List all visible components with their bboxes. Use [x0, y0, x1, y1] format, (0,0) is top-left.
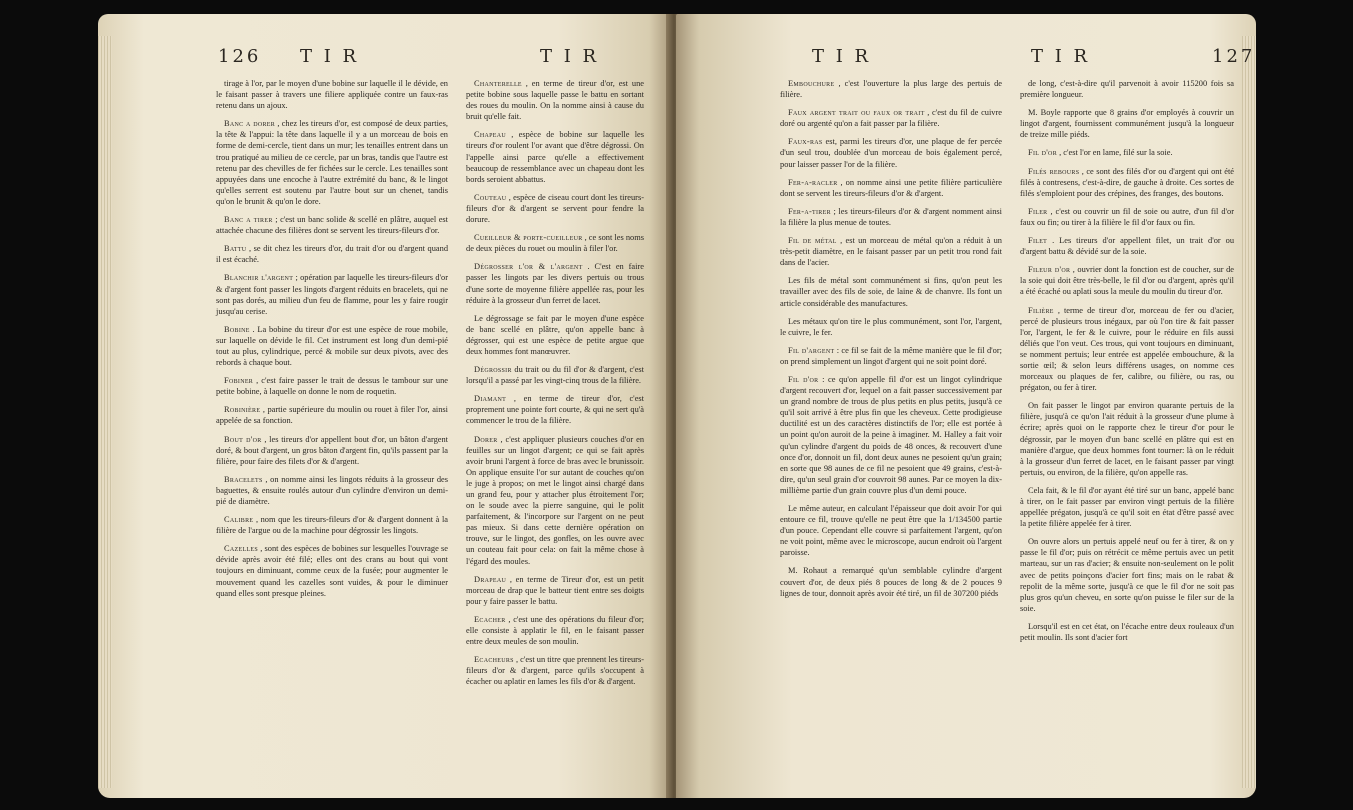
entry-headword: Fil d'or — [788, 374, 819, 384]
entry-headword: Faux-ras — [788, 137, 823, 147]
entry-text: Les métaux qu'on tire le plus communément, sont l'or, l'argent, le cuivre, le fer. — [780, 316, 1002, 337]
entry — [780, 107, 1002, 129]
entry — [466, 393, 644, 426]
entry-headword: Bracelets — [224, 474, 263, 484]
entry-headword: Chanterelle — [474, 79, 522, 88]
left-running-head-center: T I R — [300, 46, 360, 67]
entry — [780, 235, 1002, 268]
entry — [1020, 147, 1234, 158]
entry-headword: Bout d'or — [224, 434, 262, 444]
entry — [780, 503, 1002, 558]
entry — [216, 434, 448, 467]
entry — [466, 364, 644, 386]
entry-headword: Dorer — [474, 434, 498, 444]
entry-text: , chez les tireurs d'or, est composé de deux parties, la tête & l'appui: la tête dans laquelle il y a un morceau de bois en forme de demi-cercle, tient dans un mur; les tenailles entrent dans un trou pratiqué au milieu de ce cercle, par un bras, tandis que l'autre est retenu par des chevilles de fer fichées sur le cercle. Les tenailles sont appuyées dans une encoche à l'autre extrémité du banc, & le lingot qu'elles serrent est soutenu par l'autre bout sur un chenet, tandis qu'on le brunit & qu'on le dore. — [216, 119, 448, 206]
entry-text: , c'est l'ouverture la plus large des pertuis de filière. — [780, 79, 1002, 100]
right-running-head-center: T I R — [1031, 46, 1091, 67]
entry-text: , en terme de tireur d'or, c'est proprement une pointe fort courte, & qui ne sert qu'à commencer le trou de la filière. — [466, 394, 644, 426]
entry — [466, 78, 644, 122]
left-page-number: 126 — [218, 46, 262, 67]
entry-text: , c'est ou couvrir un fil de soie ou autre, d'un fil d'or faux ou fin; ou tirer à la filière le fil d'or faux ou fin. — [1020, 206, 1234, 227]
entry-headword: Cueilleur & porte-cueilleur — [474, 233, 583, 243]
entry-headword: Robinière — [224, 405, 261, 415]
entry — [466, 614, 644, 647]
entry — [466, 654, 644, 687]
entry — [466, 261, 644, 305]
entry-headword: Filière — [1028, 305, 1054, 315]
entry-text: , ce sont des filés d'or ou d'argent qui ont été filés à contresens, c'est-à-dire, de gauche à droite. Ces sortes de filés s'emploient pour des crépines, des franges, des boutons. — [1020, 166, 1234, 198]
left-column-1 — [216, 78, 448, 606]
entry-headword: Blanchir l'argent — [224, 273, 294, 283]
right-column-1 — [780, 78, 1002, 606]
left-column-2 — [466, 78, 644, 695]
entry-text: ; les tireurs-fileurs d'or & d'argent nomment ainsi la filière la plus menue de toutes. — [780, 206, 1003, 227]
entry-text: . La bobine du tireur d'or est une espèce de roue mobile, sur laquelle on dévide le fil. Cet instrument est long d'un demi-pié tout au plus, cylindrique, percé & mobile sur deux pivots, avec des rebords à chaque bout. — [216, 324, 448, 368]
left-page-edges — [98, 36, 112, 788]
entry — [1020, 235, 1234, 257]
entry-text: , espèce de ciseau court dont les tireurs-fileurs d'or & d'argent se servent pour fendre la dorure. — [466, 192, 645, 225]
left-running-head-right: T I R — [540, 46, 600, 67]
entry — [466, 313, 644, 357]
entry-text: , espèce de bobine sur laquelle les tireurs d'or roulent l'or avant que d'être dégrossi. On l'appelle ainsi parce qu'elle a effectivement beaucoup de ressemblance avec un chapeau dont les bords seroient abbattus. — [466, 130, 645, 184]
entry — [1020, 166, 1234, 199]
entry-text: Le dégrossage se fait par le moyen d'une espèce de banc scellé en plâtre, qu'on appelle banc à dégrosser, qui est une espèce de petite argue que deux hommes font manœuvrer. — [466, 313, 644, 356]
entry — [466, 192, 644, 225]
entry — [216, 324, 448, 368]
entry-text: , sont des espèces de bobines sur lesquelles l'ouvrage se dévide après avoir été filé; elles ont des crans au bout qui vont toujours en diminuant, comme ceux de la fusée; pour augmenter le mouvement quand les cazelles sont vuides, & pour le diminuer quand elles sont presque pleines. — [216, 544, 449, 598]
entry-text: , ce sont les noms de deux pièces du rouet ou moulin à filer l'or. — [466, 233, 644, 254]
entry-text: , c'est un titre que prennent les tireurs-fileurs d'or & d'argent, parce qu'ils s'occupent à écacher ou aplatir en lames les fils d'or & d'argent. — [466, 655, 644, 687]
entry-text: Les fils de métal sont communément si fins, qu'on peut les travailler avec des fils de soie, de laine & de chanvre. Ils font un article considérable des manufactures. — [780, 276, 1002, 308]
entry — [466, 434, 644, 567]
entry-headword: Dégrosser l'or & l'argent — [474, 262, 583, 272]
entry-headword: Filés rebours — [1028, 166, 1080, 176]
entry — [216, 214, 448, 236]
entry — [216, 243, 448, 265]
entry-text: Le même auteur, en calculant l'épaisseur que doit avoir l'or qui entoure ce fil, trouve qu'elle ne peut être que la 1/134500 partie d'un pouce. Cependant elle couvre si parfaitement l'argent, qu'on ne voit point, même avec le microscope, aucun endroit où l'argent paroisse. — [780, 504, 1002, 558]
entry-text: On fait passer le lingot par environ quarante pertuis de la filière, jusqu'à ce qu'on l'ait réduit à la grosseur d'une plume à écrire; après quoi on le rapporte chez le tireur d'or pour le dégrossir, par le moyen d'un banc scellé en plâtre qui est en manière d'argue, que deux hommes font tourner: là on le réduit à la grosseur d'un ferret de lacet, en le faisant passer par vingt pertuis, ou environ, de la filière, qu'on appelle ras. — [1020, 401, 1234, 477]
entry — [780, 316, 1002, 338]
entry-headword: Cazelles — [224, 544, 258, 554]
entry-text: ; c'est un banc solide & scellé en plâtre, auquel est attachée chacune des filières dont se servent les tireurs-fileurs d'or. — [216, 215, 448, 236]
entry — [466, 129, 644, 184]
entry-text: M. Rohaut a remarqué qu'un semblable cylindre d'argent couvert d'or, de deux piés 8 pouces de long & de 2 pouces 9 lignes de tour, donnoit après avoir été tiré, un fil de 307200 piéds — [780, 566, 1002, 598]
entry-headword: Filet — [1028, 236, 1048, 246]
left-page — [98, 14, 672, 798]
entry — [216, 118, 448, 207]
entry — [1020, 621, 1234, 643]
entry-headword: Faux argent trait ou faux or trait — [788, 108, 925, 118]
entry — [1020, 536, 1234, 614]
entry — [216, 272, 448, 316]
entry-headword: Fileur d'or — [1028, 265, 1071, 275]
entry-headword: Fobiner — [224, 376, 254, 386]
entry-text: , c'est une des opérations du fileur d'or; elle consiste à applatir le fil, en le faisant passer entre deux meules de son moulin. — [466, 614, 645, 647]
entry-headword: Fil d'or — [1028, 148, 1057, 158]
entry-headword: Couteau — [474, 192, 507, 202]
entry — [780, 275, 1002, 308]
entry-headword: Filer — [1028, 206, 1048, 216]
entry — [216, 78, 448, 111]
entry-text: , terme de tireur d'or, morceau de fer ou d'acier, percé de plusieurs trous inégaux, par où l'on tire & fait passer l'or, l'argent, le fer & le cuivre, pour le réduire en fils aussi déliés que l'on veut. Ces trous, qui vont toujours en diminuant, se nomment pertuis; leur entrée est appelée embouchure, & la sortie œil; & selon leurs différens usages, on nomme ces morceaux ou plaques de fer, calibre, ou filière, ou ras, ou prégaton, ou fer à tirer. — [1020, 305, 1234, 393]
entry-text: , est un morceau de métal qu'on a réduit à un très-petit diamètre, en le faisant passer par un petit trou rond fait dans de l'acier. — [780, 236, 1002, 268]
entry-text: de long, c'est-à-dire qu'il parvenoit à avoir 115200 fois sa première longueur. — [1020, 79, 1234, 100]
entry-text: , ouvrier dont la fonction est de coucher, sur de la soie qui doit être très-belle, le fil d'or ou d'argent, après qu'il a été écaché ou aplati sous la meule du moulin du tireur d'or. — [1020, 265, 1234, 297]
entry — [216, 474, 448, 507]
entry-text: , on nomme ainsi une petite filière particulière dont se servent les tireurs-fileurs d'or & d'argent. — [780, 177, 1002, 198]
entry-text: , c'est faire passer le trait de dessus le tambour sur une petite bobine, à laquelle on donne le nom de roquetin. — [216, 376, 449, 397]
entry-headword: Fer-a-racler — [788, 177, 838, 187]
entry-text: , c'est l'or en lame, filé sur la soie. — [1059, 148, 1173, 158]
right-running-head-left: T I R — [812, 46, 872, 67]
entry — [216, 404, 448, 426]
entry — [780, 206, 1002, 228]
entry-text: . C'est en faire passer les lingots par les divers pertuis ou trous d'une sorte de moyenne filière appellée ras, pour les réduire à la grosseur d'un ferret de lacet. — [466, 262, 644, 305]
entry-text: ; opération par laquelle les tireurs-fileurs d'or & d'argent font passer les lingots d'argent réduits en bracelets, qui ne sont pas dorés, au milieu d'un feu de flamme, pour les y faire rougir jusqu'au cerise. — [216, 273, 449, 316]
entry — [780, 136, 1002, 169]
entry-headword: Drapeau — [474, 574, 507, 584]
entry — [216, 375, 448, 397]
entry-headword: Banc a tirer — [224, 215, 273, 225]
entry-text: : ce fil se fait de la même manière que le fil d'or; on prend simplement un lingot d'argent qui ne soit point doré. — [780, 345, 1002, 366]
entry-headword: Dégrossir — [474, 365, 512, 375]
entry — [1020, 264, 1234, 297]
entry — [780, 177, 1002, 199]
entry-text: , c'est du fil de cuivre doré ou argenté qu'on a fait passer par la filière. — [780, 108, 1003, 129]
entry-text: , se dit chez les tireurs d'or, du trait d'or ou d'argent quand il est écaché. — [216, 244, 449, 265]
entry — [1020, 107, 1234, 140]
entry — [466, 232, 644, 254]
entry-text: tirage à l'or, par le moyen d'une bobine sur laquelle il le dévide, en le faisant passer à travers une filiere appliquée contre un faux-ras retenu dans un ajoux. — [216, 79, 448, 111]
entry — [780, 565, 1002, 598]
entry-headword: Battu — [224, 244, 247, 254]
entry-text: , les tireurs d'or appellent bout d'or, un bâton d'argent doré, & bout d'argent, un gros bâton d'argent fin, qu'ils passent par la filière, pour faire des filets d'or & d'argent. — [216, 434, 449, 466]
entry — [216, 543, 448, 598]
entry-headword: Fil de métal — [788, 236, 837, 246]
right-page-number: 127 — [1212, 46, 1256, 67]
entry-headword: Fil d'argent — [788, 345, 835, 355]
open-book — [98, 14, 1256, 804]
entry — [216, 514, 448, 536]
entry-text: du trait ou du fil d'or & d'argent, c'est lorsqu'il a passé par les vingt-cinq trous de la filière. — [466, 365, 644, 386]
entry-text: : ce qu'on appelle fil d'or est un lingot cylindrique d'argent recouvert d'or, lequel on a fait passer successivement par un grand nombre de trous de plus petits en plus petits, jusqu'à ce qu'il soit arrivé à être plus fin que les cheveux. Cette prodigieuse ductilité est un des caractères distinctifs de l'or; elle est portée à un point qu'on auroit de la peine à imaginer. M. Halley a fait voir qu'un cylindre d'argent du poids de 48 onces, & recouvert d'une once d'or, donnoit un fil, dont deux aunes ne pesoient qu'un grain; en sorte que 98 aunes de ce fil ne pesoient que 49 grains, c'est-à-dire, qu'un seul grain d'or couvroit 98 aunes. Par ce moyen la dix-millième partie d'un grain couvre plus d'un demi pouce. — [780, 374, 1002, 495]
entry-text: , on nomme ainsi les lingots réduits à la grosseur des baguettes, & ensuite roulés autour d'un cylindre d'environ un demi-pié de diamètre. — [216, 474, 449, 506]
entry-headword: Embouchure — [788, 79, 835, 88]
entry-text: est, parmi les tireurs d'or, une plaque de fer percée d'un seul trou, doublée d'un morceau de bois également percé, pour laisser passer l'or de la filière. — [780, 137, 1002, 169]
entry-headword: Chapeau — [474, 130, 507, 140]
entry — [1020, 305, 1234, 394]
entry-headword: Ecacheurs — [474, 655, 514, 665]
entry-headword: Bobine — [224, 324, 250, 334]
entry — [780, 78, 1002, 100]
entry — [1020, 485, 1234, 529]
entry-text: Lorsqu'il est en cet état, on l'écache entre deux rouleaux d'un petit moulin. Ils sont d'acier fort — [1020, 621, 1234, 643]
entry — [1020, 400, 1234, 478]
entry — [466, 574, 644, 607]
entry-text: On ouvre alors un pertuis appelé neuf ou fer à tirer, & on y passe le fil d'or; puis on rétrécit ce même pertuis avec un petit marteau, sur un ras d'acier; & ensuite non-seulement on le polit avec de petits poinçons d'acier fort fins; mais on le rabat & repolit de la même sorte, jusqu'à ce que le fil d'or ne soit pas plus gros qu'un cheveu, en sorte qu'on puisse le filer sur de la soie. — [1020, 537, 1234, 613]
entry — [780, 374, 1002, 496]
entry-text: , nom que les tireurs-fileurs d'or & d'argent donnent à la filière de l'argue ou de la machine pour dégrossir les lingots. — [216, 515, 449, 536]
right-page-edges — [1242, 36, 1256, 788]
entry-text: , partie supérieure du moulin ou rouet à filer l'or, ainsi appelée de sa fonction. — [216, 405, 449, 426]
entry-headword: Banc a dorer — [224, 119, 276, 129]
entry-text: , en terme de tireur d'or, est une petite bobine sous laquelle passe le battu en sortant des roues du moulin. On la nomme ainsi à cause du bruit qu'elle fait. — [466, 79, 645, 122]
entry-headword: Diamant — [474, 394, 507, 404]
right-page — [676, 14, 1256, 798]
entry-text: , c'est appliquer plusieurs couches d'or en feuilles sur un lingot d'argent; ce qui se fait après avoir bruni l'argent à force de bras avec le brunissoir. On applique ensuite l'or sur autant de couches qu'on le juge à propos; on met le lingot ainsi chargé dans un grand feu, pour y attacher plus étroitement l'or; on le soude avec la pierre sanguine, qui le polit parfaitement, & l'incorpore sur l'argent on ne peut pas mieux. Si dans cette dernière opération on trouve, sur le lingot, des gonfles, on les ouvre avec un couteau fait pour cela: on fait la même chose à l'égard des moules. — [466, 434, 645, 566]
entry-text: . Les tireurs d'or appellent filet, un trait d'or ou d'argent battu & dévidé sur de la soie. — [1020, 236, 1235, 257]
entry-text: Cela fait, & le fil d'or ayant été tiré sur un banc, appelé banc à tirer, on le fait passer par environ vingt pertuis de la filière appellée prégaton, jusqu'à ce qu'il soit en état d'être passé avec la petite filière appelée fer à tirer. — [1020, 485, 1234, 529]
entry-headword: Ecacher — [474, 614, 506, 624]
entry — [780, 345, 1002, 367]
entry-headword: Calibre — [224, 515, 254, 525]
entry-headword: Fer-a-tirer — [788, 206, 831, 216]
entry-text: M. Boyle rapporte que 8 grains d'or employés à couvrir un lingot d'argent, fournissent communément jusqu'à la longueur de treize mille piéds. — [1020, 108, 1234, 140]
entry — [1020, 78, 1234, 100]
right-column-2 — [1020, 78, 1234, 650]
entry — [1020, 206, 1234, 228]
entry-text: , en terme de Tireur d'or, est un petit morceau de drap que le batteur tient entre ses doigts pour y faire passer le battu. — [466, 574, 644, 606]
